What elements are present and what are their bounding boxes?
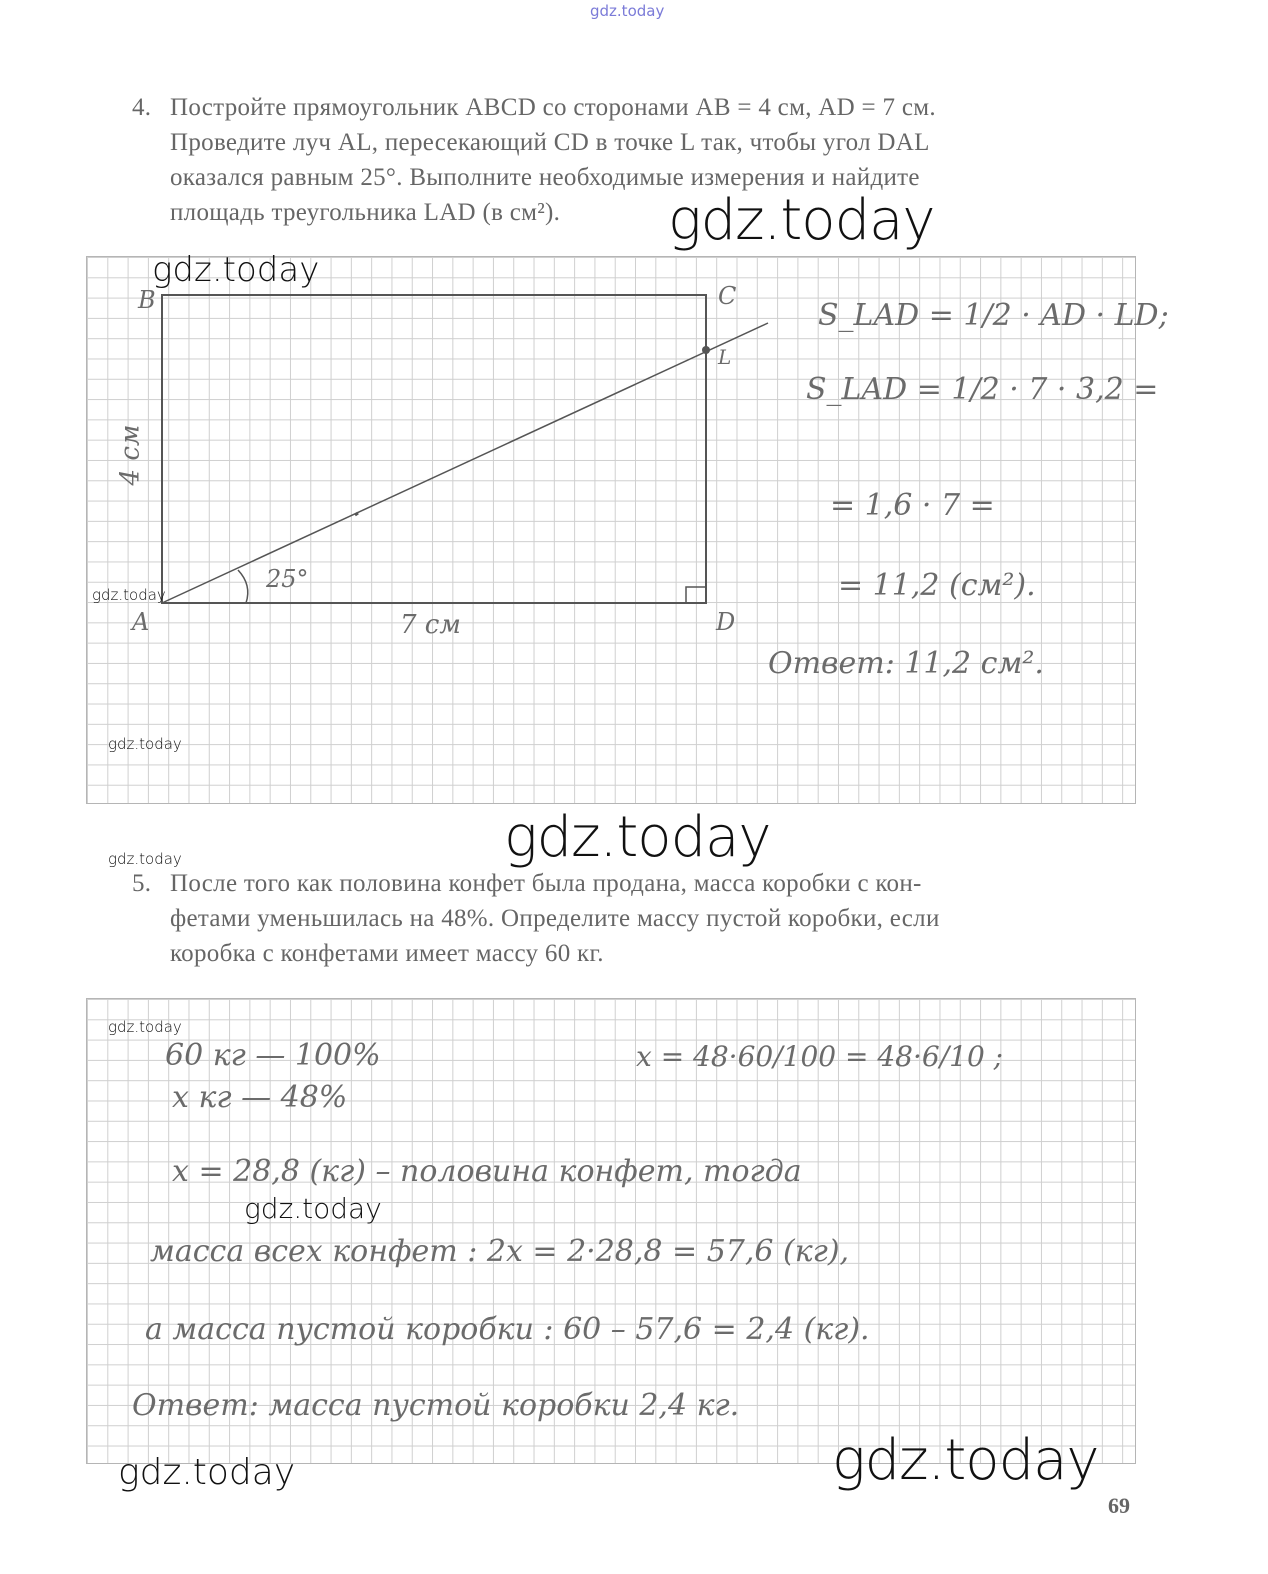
fraction-line: x = 48·60/100 = 48·6/10 ; <box>636 1040 1004 1073</box>
watermark: gdz.today <box>152 250 320 290</box>
task-5-line-3: коробка с конфетами имеет массу 60 кг. <box>170 940 604 967</box>
task-5-line-1: После того как половина конфет была продана, масса коробки с кон- <box>170 870 922 897</box>
label-a: A <box>132 608 150 636</box>
watermark: gdz.today <box>108 1018 182 1036</box>
side-ad-label: 7 см <box>400 610 461 640</box>
label-b: B <box>138 286 156 314</box>
task-4-line-4: площадь треугольника LAD (в см²). <box>170 199 561 226</box>
solution-4-line-4: = 11,2 (см²). <box>838 568 1036 603</box>
watermark: gdz.today <box>832 1428 1099 1493</box>
solution-5-line-3: а масса пустой коробки : 60 – 57,6 = 2,4 (кг). <box>145 1312 870 1347</box>
right-angle-mark <box>686 587 706 603</box>
page-number: 69 <box>1108 1493 1130 1518</box>
point-l <box>702 346 710 354</box>
angle-arc <box>238 570 248 603</box>
rectangle-abcd <box>162 295 706 603</box>
watermark: gdz.today <box>118 1452 296 1493</box>
watermark: gdz.today <box>244 1192 382 1225</box>
solution-4-line-1: S_LAD = 1/2 · AD · LD; <box>818 298 1169 333</box>
task-4-line-2: Проведите луч AL, пересекающий CD в точке L так, чтобы угол DAL <box>170 129 930 156</box>
watermark: gdz.today <box>668 188 935 253</box>
watermark: gdz.today <box>504 805 771 870</box>
task-5-text <box>132 866 940 971</box>
solution-4-answer: Ответ: 11,2 см². <box>768 646 1044 681</box>
label-l: L <box>718 345 732 369</box>
ray-al <box>162 323 768 603</box>
task-4-line-1: Постройте прямоугольник ABCD со сторонами AB = 4 см, AD = 7 см. <box>170 94 936 121</box>
task-5-line-2: фетами уменьшилась на 48%. Определите массу пустой коробки, если <box>170 905 940 932</box>
side-ab-label: 4 см <box>115 424 146 486</box>
solution-4-line-3: = 1,6 · 7 = <box>830 488 995 523</box>
task-4-line-3: оказался равным 25°. Выполните необходимые измерения и найдите <box>170 164 920 191</box>
solution-5-line-1: x = 28,8 (кг) – половина конфет, тогда <box>172 1154 802 1189</box>
solution-5-answer: Ответ: масса пустой коробки 2,4 кг. <box>132 1388 740 1423</box>
angle-label: 25° <box>266 565 309 593</box>
proportion-line-1: 60 кг — 100% <box>165 1038 381 1073</box>
watermark: gdz.today <box>92 586 166 604</box>
watermark: gdz.today <box>108 850 182 868</box>
watermark-top: gdz.today <box>590 2 665 20</box>
solution-5-line-2: масса всех конфет : 2x = 2·28,8 = 57,6 (кг), <box>150 1234 850 1269</box>
proportion-line-2: x кг — 48% <box>172 1080 348 1115</box>
solution-4-line-2: S_LAD = 1/2 · 7 · 3,2 = <box>806 372 1159 407</box>
label-d: D <box>716 608 736 636</box>
label-c: C <box>718 282 737 310</box>
watermark: gdz.today <box>108 735 182 753</box>
task-5-number: 5. <box>132 870 152 897</box>
task-4-number: 4. <box>132 94 152 121</box>
